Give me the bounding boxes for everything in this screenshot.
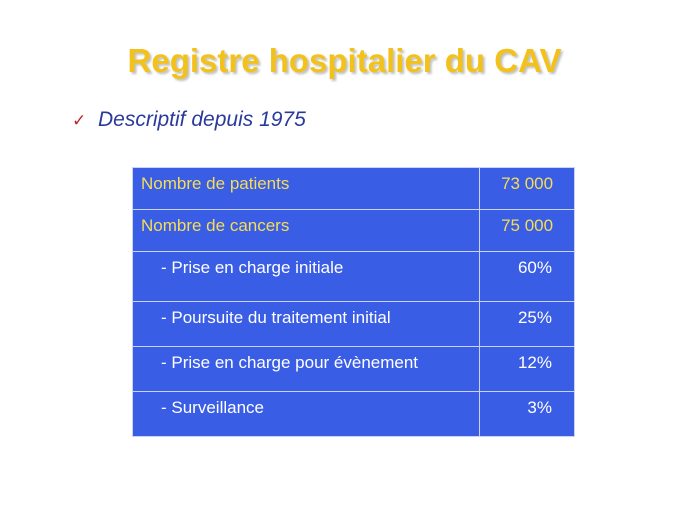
table-row bbox=[133, 347, 575, 392]
row-label: Nombre de cancers bbox=[133, 210, 480, 252]
table-row bbox=[133, 168, 575, 210]
row-label: Nombre de patients bbox=[133, 168, 480, 210]
row-value: 60% bbox=[480, 252, 575, 302]
table-row bbox=[133, 302, 575, 347]
table-row bbox=[133, 252, 575, 302]
slide-title: Registre hospitalier du CAV bbox=[127, 42, 562, 79]
bullet-item bbox=[72, 108, 306, 132]
row-value: 25% bbox=[480, 302, 575, 347]
row-label: - Surveillance bbox=[133, 392, 480, 437]
row-value: 3% bbox=[480, 392, 575, 437]
row-label: - Prise en charge initiale bbox=[133, 252, 480, 302]
statistics-table bbox=[132, 167, 575, 437]
checkmark-icon: ✓ bbox=[72, 111, 87, 131]
row-label: - Prise en charge pour évènement bbox=[133, 347, 480, 392]
row-label: - Poursuite du traitement initial bbox=[133, 302, 480, 347]
table-row bbox=[133, 392, 575, 437]
row-value: 12% bbox=[480, 347, 575, 392]
bullet-text: Descriptif depuis 1975 bbox=[98, 108, 306, 131]
table-row bbox=[133, 210, 575, 252]
row-value: 75 000 bbox=[480, 210, 575, 252]
row-value: 73 000 bbox=[480, 168, 575, 210]
